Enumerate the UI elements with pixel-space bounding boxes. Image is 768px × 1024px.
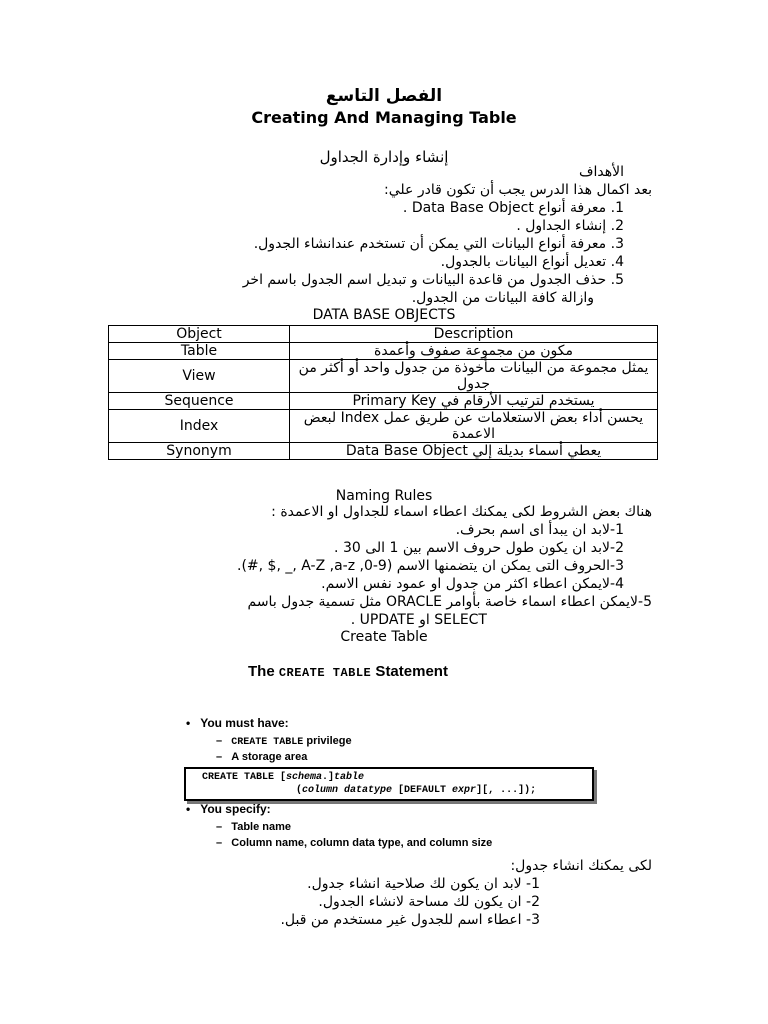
slide-bullet-text: You specify:: [200, 802, 271, 816]
naming-rule-continuation: SELECT او UPDATE .: [350, 612, 487, 628]
chapter-subtitle: إنشاء وإدارة الجداول: [319, 148, 449, 166]
table-row: [109, 360, 658, 393]
cell-description: يعطي أسماء بديلة إلي Data Base Object: [290, 443, 658, 460]
cell-object: Index: [109, 410, 290, 443]
objective-item: 5. حذف الجدول من قاعدة البيانات و تبديل اسم الجدول باسم اخر: [242, 272, 624, 288]
objective-item: 1. معرفة أنواع Data Base Object .: [402, 200, 624, 216]
code-part: schema: [286, 772, 323, 783]
cell-object: Sequence: [109, 393, 290, 410]
table-row: [109, 343, 658, 360]
requirements-intro: لكى يمكنك انشاء جدول:: [510, 858, 652, 874]
code-part: column datatype: [302, 785, 393, 796]
slide-sub-text: Column name, column data type, and column size: [231, 837, 493, 849]
cell-object: Table: [109, 343, 290, 360]
slide-sub-code: CREATE TABLE: [231, 737, 304, 748]
slide-title: [248, 663, 448, 680]
chapter-heading-english: Creating And Managing Table: [251, 108, 517, 127]
create-table-title: Create Table: [340, 629, 428, 645]
cell-object: View: [109, 360, 290, 393]
objectives-section: [92, 163, 652, 307]
slide-sub-privilege: – CREATE TABLE privilege: [216, 735, 352, 748]
database-objects-table: [108, 325, 658, 460]
naming-intro: هناك بعض الشروط لكى يمكنك اعطاء اسماء للجداول او الاعمدة :: [271, 504, 652, 520]
create-table-slide: [160, 652, 614, 858]
slide-title-code: CREATE TABLE: [278, 666, 372, 680]
code-part: expr: [452, 785, 477, 796]
slide-bullet-specify: • You specify:: [186, 802, 271, 816]
code-syntax-box: [184, 767, 594, 801]
header-object: Object: [109, 326, 290, 343]
naming-rule: 2-لابد ان يكون طول حروف الاسم بين 1 الى 30 .: [334, 540, 624, 556]
slide-bullet-text: You must have:: [200, 716, 289, 730]
naming-rules-section: [32, 503, 652, 629]
code-part: (: [296, 785, 303, 796]
code-part: .]: [322, 772, 335, 783]
chapter-heading-arabic: الفصل التاسع: [325, 86, 443, 106]
table-row: [109, 410, 658, 443]
slide-sub-storage: – A storage area: [216, 751, 308, 763]
slide-sub-text: Table name: [231, 821, 292, 833]
cell-object: Synonym: [109, 443, 290, 460]
slide-title-suffix: Statement: [371, 663, 448, 680]
slide-sub-table-name: – Table name: [216, 821, 292, 833]
code-part: ][, ...]);: [476, 785, 537, 796]
table-row: [109, 443, 658, 460]
cell-description: مكون من مجموعة صفوف وأعمدة: [290, 343, 658, 360]
cell-description: يمثل مجموعة من البيانات مأخوذة من جدول واحد أو أكثر من جدول: [290, 360, 658, 393]
code-line: [296, 784, 592, 797]
code-line: [202, 771, 592, 784]
naming-rule: 1-لابد ان يبدأ اى اسم بحرف.: [455, 522, 624, 538]
slide-title-prefix: The: [248, 663, 279, 680]
header-description: Description: [290, 326, 658, 343]
naming-rule: 5-لايمكن اعطاء اسماء خاصة بأوامر ORACLE مثل تسمية جدول باسم: [247, 594, 652, 610]
requirement-item: 1- لابد ان يكون لك صلاحية انشاء جدول.: [307, 876, 540, 892]
code-part: [DEFAULT: [392, 785, 453, 796]
requirement-item: 3- اعطاء اسم للجدول غير مستخدم من قبل.: [280, 912, 540, 928]
requirement-item: 2- ان يكون لك مساحة لانشاء الجدول.: [318, 894, 540, 910]
table-header-row: [109, 326, 658, 343]
cell-description: يستخدم لترتيب الأرقام في Primary Key: [290, 393, 658, 410]
objective-item-continuation: وازالة كافة البيانات من الجدول.: [411, 290, 594, 306]
table-row: [109, 393, 658, 410]
objective-item: 3. معرفة أنواع البيانات التي يمكن أن تستخدم عندانشاء الجدول.: [253, 236, 624, 252]
slide-bullet-must-have: • You must have:: [186, 716, 289, 730]
naming-rules-title: Naming Rules: [335, 488, 433, 504]
cell-description: يحسن أداء بعض الاستعلامات عن طريق عمل Index لبعض الاعمدة: [290, 410, 658, 443]
code-part: CREATE TABLE [: [202, 772, 287, 783]
objective-item: 4. تعديل أنواع البيانات بالجدول.: [440, 254, 624, 270]
objectives-intro: بعد اكمال هذا الدرس يجب أن تكون قادر علي:: [384, 182, 652, 198]
slide-sub-column: – Column name, column data type, and column size: [216, 837, 493, 849]
objective-item: 2. إنشاء الجداول .: [516, 218, 624, 234]
naming-rule: 4-لايمكن اعطاء اكثر من جدول او عمود نفس الاسم.: [321, 576, 624, 592]
naming-rule: 3-الحروف التى يمكن ان يتضمنها الاسم (A-Z ,a-z ,0-9 ,_ ,$ ,#).: [237, 558, 624, 574]
objectives-label: الأهداف: [578, 164, 624, 180]
code-part: table: [334, 772, 365, 783]
create-requirements-section: [92, 857, 652, 929]
table-caption: DATA BASE OBJECTS: [312, 307, 456, 323]
slide-sub-text: A storage area: [231, 751, 308, 763]
slide-sub-text: privilege: [303, 735, 352, 747]
